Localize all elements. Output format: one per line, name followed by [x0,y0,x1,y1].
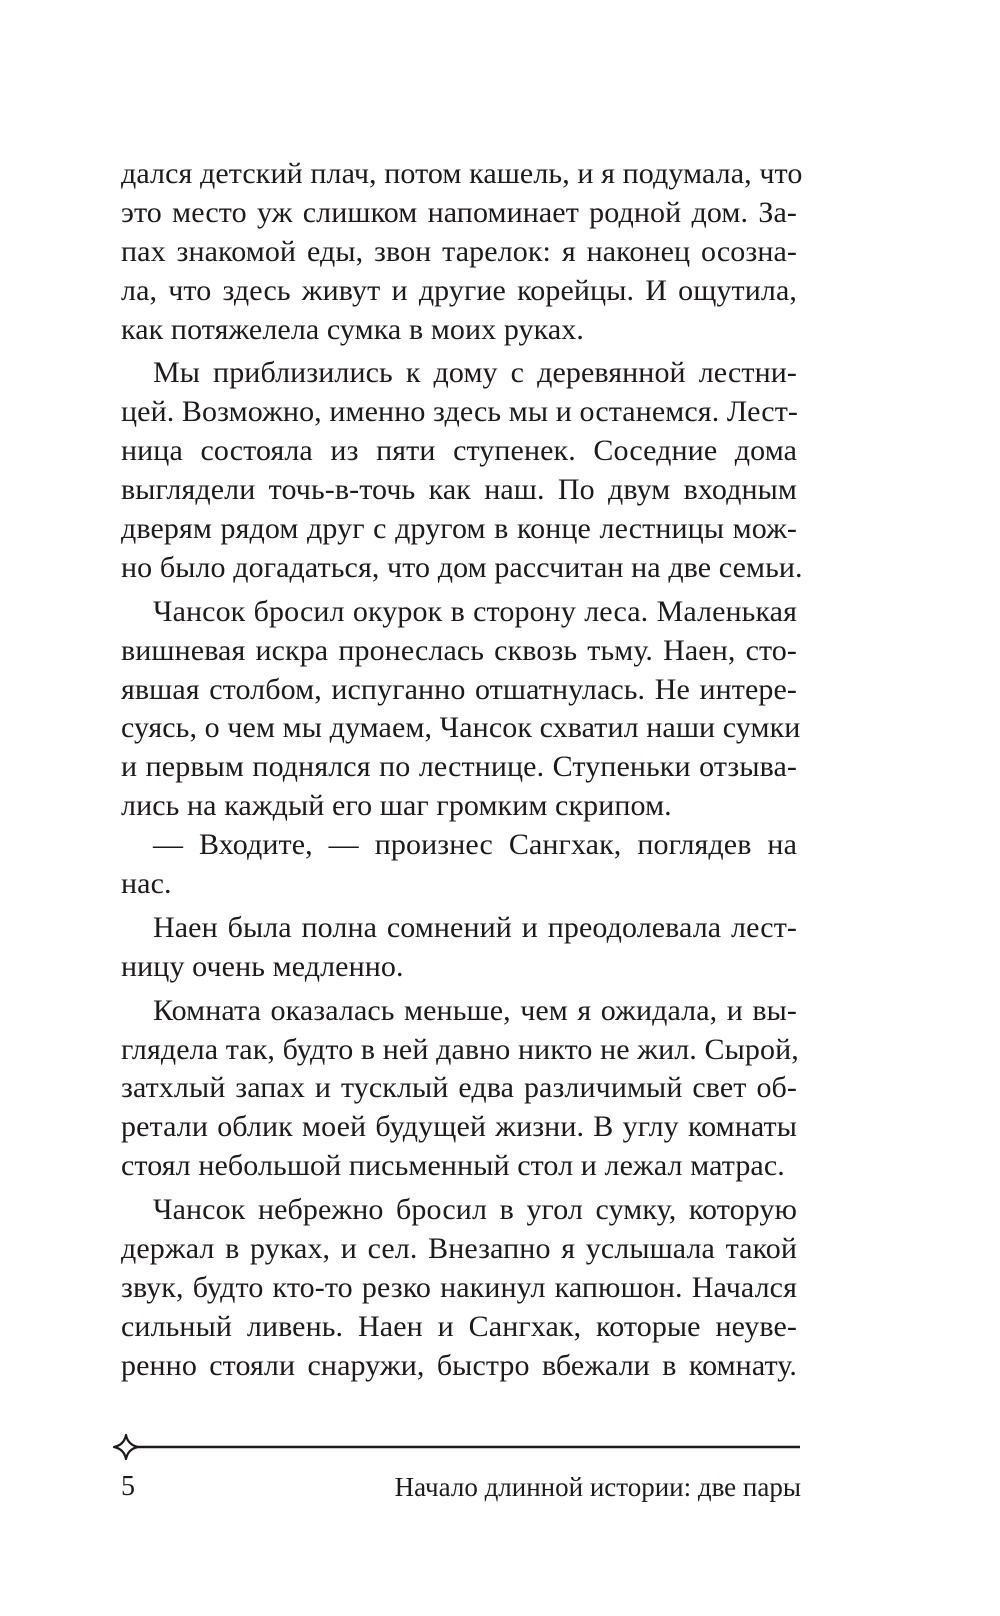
running-head: Начало длинной истории: две пары [394,1472,801,1502]
diamond-star-icon [114,1435,138,1459]
text-line: звук, будто кто-то резко накинул капюшон. Начался [121,1270,797,1304]
text-line: Наен была полна сомнений и преодолевала лест- [153,910,797,944]
body-text [121,155,803,1386]
text-line: нас. [121,867,172,901]
text-line: стоял небольшой письменный стол и лежал матрас. [121,1149,785,1183]
text-line: ницу очень медленно. [121,949,404,983]
text-line: лись на каждый его шаг громким скрипом. [121,789,672,823]
text-line: сильный ливень. Наен и Сангхак, которые неуве- [121,1309,797,1343]
footer-rule [112,1432,802,1462]
text-line: Мы приблизились к дому с деревянной лестни- [153,356,797,390]
text-line: и первым поднялся по лестнице. Ступеньки отзыва- [121,750,797,784]
text-line: дверям рядом друг с другом в конце лестницы мож- [121,512,797,546]
text-line: ница состояла из пяти ступенек. Соседние дома [121,434,797,468]
text-line: ла, что здесь живут и другие корейцы. И ощутила, [121,273,797,307]
text-line: выглядели точь-в-точь как наш. По двум входным [121,473,797,507]
text-line: держал в руках, и сел. Внезапно я услышала такой [121,1232,797,1266]
text-line: пах знакомой еды, звон тарелок: я наконец осозна- [121,234,797,268]
text-line: — Входите, — произнес Сангхак, поглядев на [153,828,797,862]
page-number: 5 [121,1471,135,1502]
text-line: но было догадаться, что дом рассчитан на две семьи. [121,550,803,584]
text-line: Комната оказалась меньше, чем я ожидала, и вы- [153,993,797,1027]
text-line: вишневая искра пронеслась сквозь тьму. Наен, сто- [121,633,797,667]
text-line: это место уж слишком напоминает родной дом. За- [121,195,797,229]
text-line: цей. Возможно, именно здесь мы и останемся. Лест- [121,395,799,429]
text-line: затхлый запах и тусклый едва различимый свет об- [121,1071,797,1105]
text-line: как потяжелела сумка в моих руках. [121,312,584,346]
text-line: глядела так, будто в ней давно никто не жил. Сырой, [121,1032,799,1066]
text-line: суясь, о чем мы думаем, Чансок схватил наши сумки [121,711,801,745]
text-line: ретали облик моей будущей жизни. В углу комнаты [121,1110,797,1144]
text-line: дался детский плач, потом кашель, и я подумала, что [121,157,803,190]
text-line: ренно стояли снаружи, быстро вбежали в комнату. [121,1348,797,1382]
text-line: Чансок бросил окурок в сторону леса. Маленькая [153,594,797,628]
text-line: Чансок небрежно бросил в угол сумку, которую [153,1193,797,1227]
text-line: явшая столбом, испуганно отшатнулась. Не интере- [121,672,797,706]
